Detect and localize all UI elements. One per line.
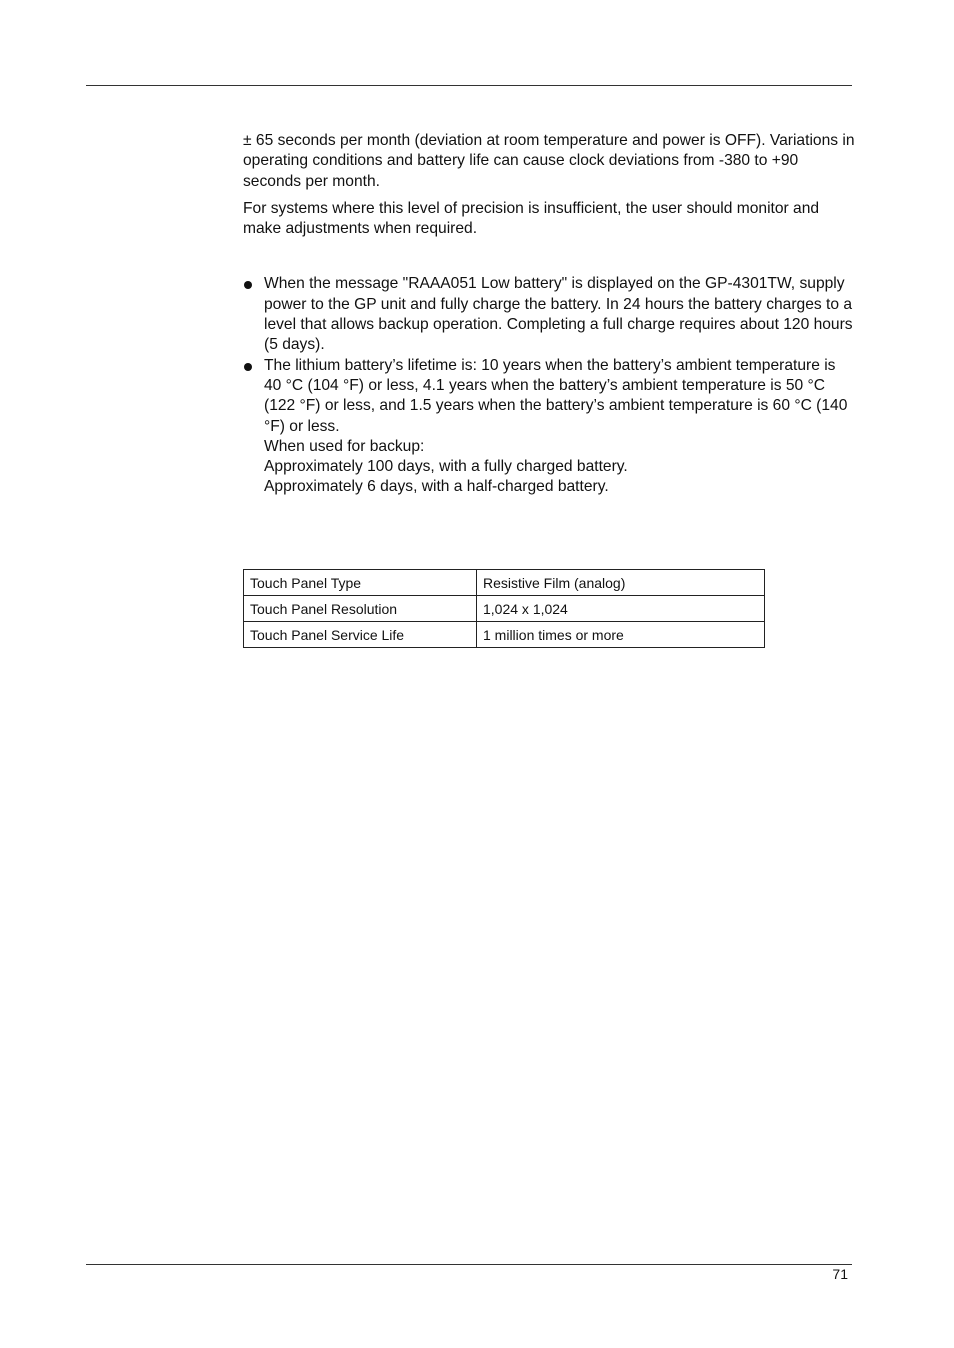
clock-precision-paragraph: For systems where this level of precision is insufficient, the user should monitor and make adjustments when required. bbox=[243, 199, 820, 238]
header-rule bbox=[86, 85, 852, 86]
battery-lifetime-note: The lithium battery’s lifetime is: 10 years when the battery’s ambient temperature is 40 °C (104 °F) or less, 4.1 years when the battery’s ambient temperature is 50 °C (122 °F) or less, and 1.5 years when the battery’s ambient temperature is 60 °C (140 °F) or less. bbox=[264, 356, 848, 435]
backup-full-charge: Approximately 100 days, with a fully charged battery. bbox=[264, 458, 628, 476]
battery-notes-list bbox=[243, 274, 855, 497]
table-cell-label: Touch Panel Resolution bbox=[244, 596, 477, 622]
bullet-dot-icon bbox=[244, 363, 252, 371]
table-row bbox=[244, 596, 765, 622]
list-item bbox=[243, 274, 855, 355]
table-row bbox=[244, 622, 765, 648]
battery-charge-note: When the message "RAAA051 Low battery" is displayed on the GP-4301TW, supply power to the GP unit and fully charge the battery. In 24 hours the battery charges to a level that allows backup operation. Completing a full charge requires about 120 hours (5 days). bbox=[264, 275, 853, 354]
page-number: 71 bbox=[832, 1266, 848, 1282]
list-item bbox=[243, 356, 855, 498]
table-cell-label: Touch Panel Type bbox=[244, 570, 477, 596]
backup-heading: When used for backup: bbox=[264, 437, 425, 455]
footer-rule bbox=[86, 1264, 852, 1265]
backup-half-charge: Approximately 6 days, with a half-charged battery. bbox=[264, 478, 609, 496]
table-cell-value: 1 million times or more bbox=[477, 622, 765, 648]
table-row bbox=[244, 570, 765, 596]
table-cell-value: Resistive Film (analog) bbox=[477, 570, 765, 596]
touch-panel-spec-table bbox=[243, 569, 765, 648]
clock-accuracy-paragraph: ± 65 seconds per month (deviation at room temperature and power is OFF). Variations in operating conditions and battery life can cause clock deviations from -380 to +90 seconds per month. bbox=[243, 132, 855, 190]
body-content bbox=[243, 131, 855, 498]
bullet-dot-icon bbox=[244, 281, 252, 289]
table-cell-label: Touch Panel Service Life bbox=[244, 622, 477, 648]
table-cell-value: 1,024 x 1,024 bbox=[477, 596, 765, 622]
